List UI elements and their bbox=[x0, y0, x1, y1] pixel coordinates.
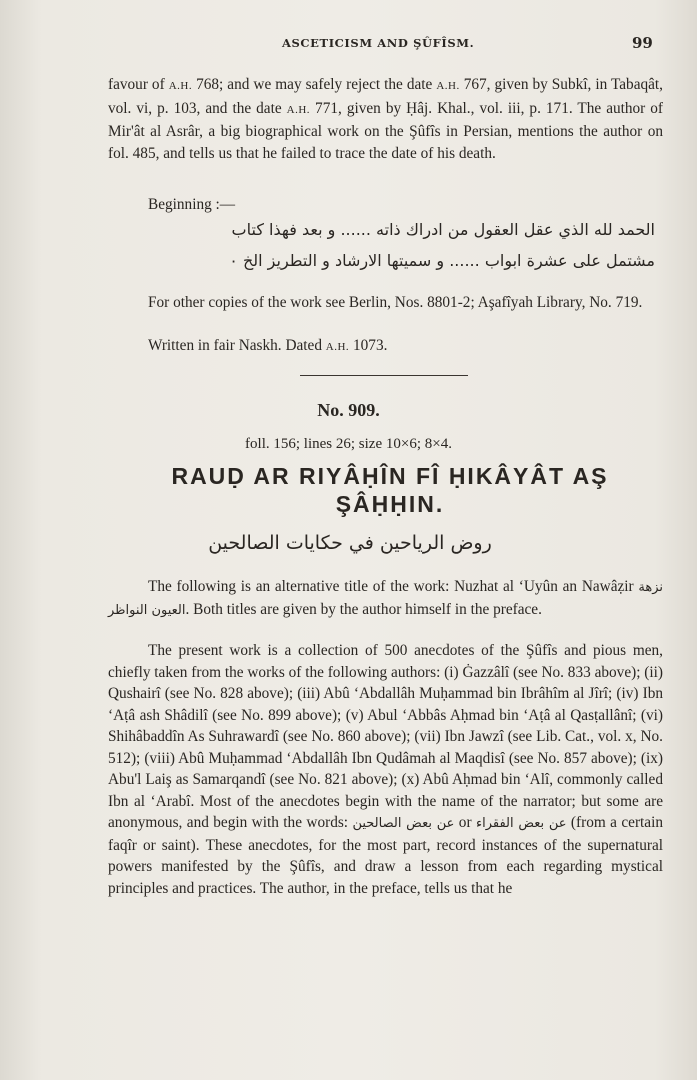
entry-number: No. 909. bbox=[317, 400, 380, 420]
arabic-incipit-line-2: مشتمل على عشرة ابواب ...... و سميتها الارشاد و التطريز الخ ٠ bbox=[229, 251, 655, 270]
work-title bbox=[120, 462, 660, 518]
beginning-label: Beginning :— bbox=[148, 196, 236, 213]
inline-arabic: نزهة العيون النواظر bbox=[108, 580, 663, 618]
collation-line: foll. 156; lines 26; size 10×6; 8×4. bbox=[245, 436, 452, 452]
inline-arabic: عن بعض الصالحين bbox=[352, 816, 455, 831]
inline-arabic: عن بعض الفقراء bbox=[475, 816, 567, 831]
arabic-incipit-line-1: الحمد لله الذي عقل العقول من ادراك ذاته ...... و بعد فهذا كتاب bbox=[231, 220, 655, 239]
continuation-text: by Ḥâj. Khal., vol. iii, p. 171. The author of Mir'ât al Asrâr, a big biographical work on the Şûfîs in Persian, mentions the author on fol. 485, and tells us that he failed to trace the date of his death. bbox=[108, 99, 664, 162]
work-title-line-1: RAUḌ AR RIYÂḤÎN FÎ ḤIKÂYÂT AŞ bbox=[171, 463, 609, 489]
page-number: 99 bbox=[632, 34, 653, 52]
script-date-note: Written in fair Naskh. Dated A.H. 1073. bbox=[148, 337, 388, 354]
running-head: ASCETICISM AND ŞÛFÎSM. bbox=[282, 36, 475, 50]
work-title-line-2: ŞÂḤḤIN. bbox=[335, 491, 445, 517]
continuation-paragraph: favour of A.H. 768; and we may safely reject the date A.H. 767, given by Subkî, in Tabaqât, vol. vi, p. 103, and the date A.H. 771, given by Ḥâj. Khal., vol. iii, p. 171. The author of Mir'ât al Asrâr, a big biographical work on the Şûfîs in Persian, mentions the author on fol. 485, and tells us that he failed to trace the date of his death. bbox=[108, 76, 664, 162]
page-header bbox=[0, 36, 697, 56]
paragraph-alternative-title: The following is an alternative title of the work: Nuzhat al ‘Uyûn an Nawâẓir نزهة العيون النواظر. Both titles are given by the author himself in the preface. bbox=[108, 578, 663, 618]
arabic-title: روض الرياحين في حكايات الصالحين bbox=[208, 532, 492, 554]
other-copies-note: For other copies of the work see Berlin, Nos. 8801-2; Aşafîyah Library, No. 719. bbox=[148, 294, 643, 311]
section-divider bbox=[300, 375, 468, 376]
paragraph-description: The present work is a collection of 500 anecdotes of the Şûfîs and pious men, chiefly taken from the works of the following authors: (i) Ġazzâlî (see No. 833 above); (ii) Qushairî (see No. 828 above); (iii) Abû ‘Abdallâh Muḥammad bin Ibrâhîm al Jîrî; (iv) Ibn ‘Aṭâ ash Shâdilî (see No. 899 above); (v) Abul ‘Abbâs Aḥmad bin ‘Aṭâ al Qasṭallânî; (vi) Shihâbaddîn As Suhrawardî (see No. 860 above); (vii) Ibn Jawzî (see Lib. Cat., vol. x, No. 512); (viii) Abû Muḥammad ‘Abdallâh Ibn Qudâmah al Maqdisî (see No. 857 above); (ix) Abu'l Laiş as Samarqandî (see No. 821 above); (x) Abû Aḥmad bin ‘Alî, commonly called Ibn al ‘Arabî. Most of the anecdotes begin with the name of the narrator; but some are anonymous, and begin with the words: عن بعض الصالحين or عن بعض الفقراء (from a certain faqîr or saint). These anecdotes, for the most part, record instances of the supernatural powers manifested by the Şûfîs, and draw a lesson from each regarding mystical principles and practices. The author, in the preface, tells us that he bbox=[108, 642, 663, 897]
